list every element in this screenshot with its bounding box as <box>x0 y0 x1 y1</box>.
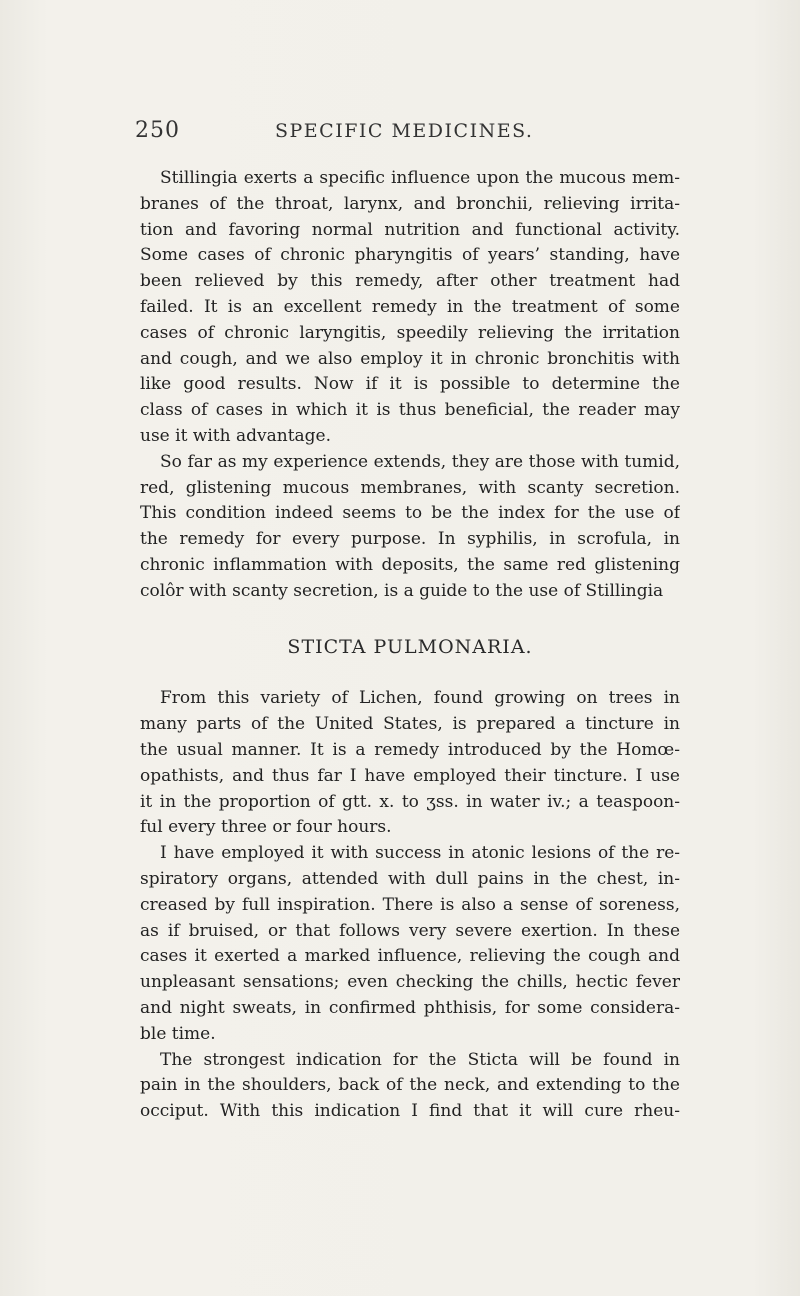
text-line: chronic inflammation with deposits, the same red glistening <box>140 554 680 575</box>
text-line: and cough, and we also employ it in chronic bronchitis with <box>140 348 680 369</box>
text-line: occiput. With this indication I find that it will cure rheu- <box>140 1101 680 1122</box>
text-line: use it with advantage. <box>140 425 332 446</box>
text-line: the remedy for every purpose. In syphilis, in scrofula, in <box>140 529 680 550</box>
stillingia-paragraph-2 <box>140 450 680 605</box>
text-line: branes of the throat, larynx, and bronchii, relieving irrita- <box>140 193 680 214</box>
text-line: Some cases of chronic pharyngitis of years’ standing, have <box>140 245 680 266</box>
body-text <box>140 166 680 1125</box>
text-line: tion and favoring normal nutrition and functional activity. <box>140 219 680 240</box>
text-line: ble time. <box>140 1023 216 1044</box>
text-line: many parts of the United States, is prepared a tincture in <box>140 714 680 735</box>
sticta-paragraph-2 <box>140 841 680 1047</box>
text-line: spiratory organs, attended with dull pains in the chest, in- <box>140 868 680 889</box>
text-line: failed. It is an excellent remedy in the treatment of some <box>140 296 680 317</box>
page-number: 250 <box>135 118 180 143</box>
text-line: creased by full inspiration. There is also a sense of soreness, <box>140 894 680 915</box>
text-line: as if bruised, or that follows very severe exertion. In these <box>140 920 680 941</box>
text-line: cases of chronic laryngitis, speedily relieving the irritation <box>140 322 680 343</box>
section-heading: STICTA PULMONARIA. <box>287 635 533 658</box>
text-line: pain in the shoulders, back of the neck, and extending to the <box>140 1075 680 1096</box>
text-line: Stillingia exerts a specific influence upon the mucous mem- <box>160 168 680 188</box>
page-header <box>0 118 800 148</box>
text-line: and night sweats, in confirmed phthisis, for some considera- <box>140 997 680 1018</box>
text-line: This condition indeed seems to be the index for the use of <box>140 503 680 524</box>
text-line: ful every three or four hours. <box>140 817 392 838</box>
text-line: I have employed it with success in atonic lesions of the re- <box>160 843 680 864</box>
running-title: SPECIFIC MEDICINES. <box>275 120 534 142</box>
text-line: unpleasant sensations; even checking the chills, hectic fever <box>140 972 680 993</box>
text-line: been relieved by this remedy, after other treatment had <box>140 271 680 292</box>
text-line: opathists, and thus far I have employed their tincture. I use <box>140 765 680 786</box>
sticta-paragraph-3 <box>140 1048 680 1125</box>
text-line: The strongest indication for the Sticta will be found in <box>160 1049 680 1070</box>
text-line: colôr with scanty secretion, is a guide to the use of Stillingia <box>140 580 664 601</box>
text-line: red, glistening mucous membranes, with scanty secretion. <box>140 477 680 498</box>
text-line: cases it exerted a marked influence, relieving the cough and <box>140 946 680 967</box>
text-line: it in the proportion of gtt. x. to ʒss. in water iv.; a teaspoon- <box>140 791 680 812</box>
sticta-paragraph-1 <box>140 686 680 841</box>
text-line: So far as my experience extends, they are those with tumid, <box>160 451 680 472</box>
text-line: the usual manner. It is a remedy introduced by the Homœ- <box>140 739 680 760</box>
text-line: like good results. Now if it is possible to determine the <box>140 374 680 395</box>
stillingia-paragraph-1 <box>140 166 680 450</box>
text-line: class of cases in which it is thus beneficial, the reader may <box>140 400 680 421</box>
text-line: From this variety of Lichen, found growing on trees in <box>160 688 680 709</box>
